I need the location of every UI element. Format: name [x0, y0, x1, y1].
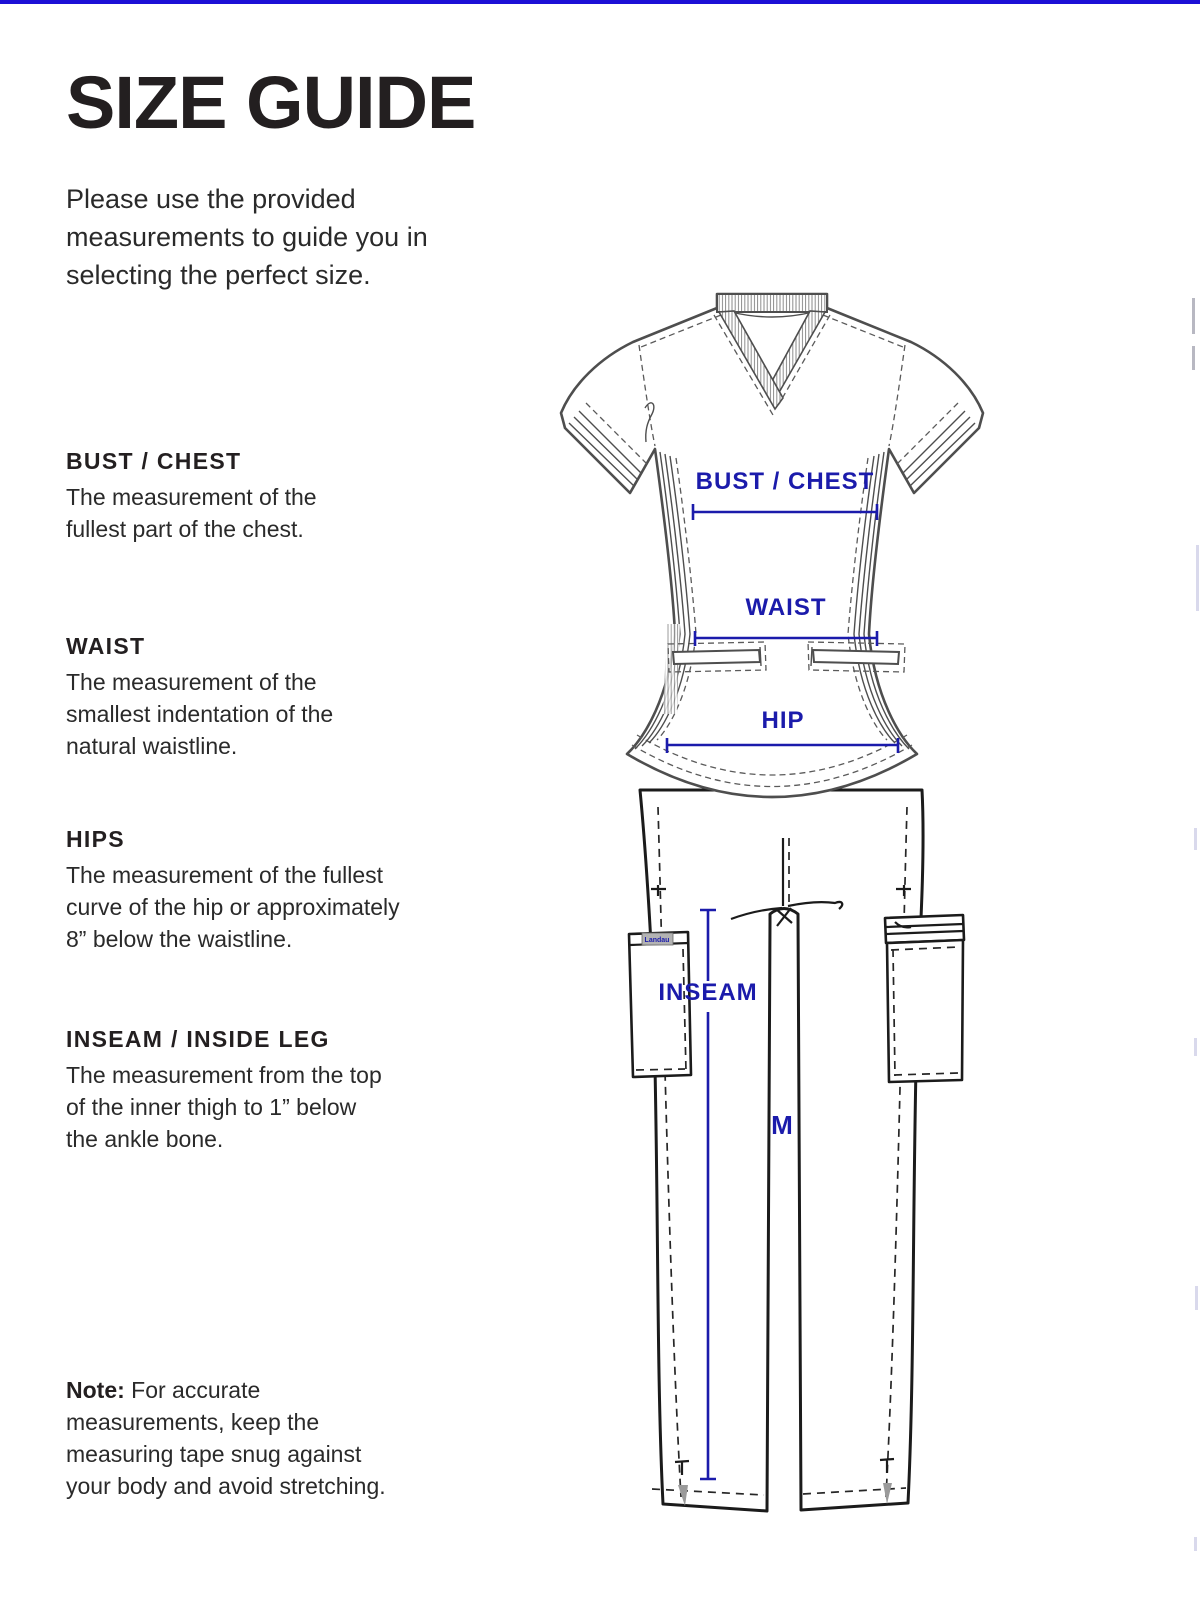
- section-heading: INSEAM / INSIDE LEG: [66, 1026, 330, 1052]
- collar-back-band: [717, 294, 827, 312]
- right-edge-artifact: [1195, 1286, 1198, 1310]
- section-body-line: curve of the hip or approximately: [66, 894, 400, 920]
- section-body-line: 8” below the waistline.: [66, 926, 293, 952]
- page-title: SIZE GUIDE: [66, 61, 476, 144]
- right-edge-artifact: [1192, 346, 1195, 370]
- hip-measure-label: HIP: [761, 707, 805, 734]
- top-accent-border: [0, 0, 1200, 4]
- right-edge-artifact: [1194, 828, 1197, 850]
- note-prefix: Note:: [66, 1377, 125, 1403]
- size-label: M: [771, 1110, 793, 1140]
- note-line: your body and avoid stretching.: [66, 1473, 386, 1499]
- garment-diagram: [545, 282, 1035, 1537]
- section-body-line: smallest indentation of the: [66, 701, 334, 727]
- waist-measure-label: WAIST: [745, 594, 827, 621]
- bust-measure-label: BUST / CHEST: [695, 468, 875, 495]
- section-heading: BUST / CHEST: [66, 448, 242, 474]
- intro-line: Please use the provided: [66, 184, 356, 214]
- section-heading: WAIST: [66, 633, 146, 659]
- inseam-measure-label: INSEAM: [658, 979, 758, 1006]
- right-cargo-pocket: [885, 915, 964, 1082]
- section-body-line: the ankle bone.: [66, 1126, 224, 1152]
- section-body-line: fullest part of the chest.: [66, 516, 304, 542]
- section-waist: [66, 632, 333, 762]
- section-body-line: natural waistline.: [66, 733, 238, 759]
- intro-text: [66, 180, 428, 294]
- section-body-line: The measurement from the top: [66, 1062, 382, 1088]
- intro-line: selecting the perfect size.: [66, 260, 371, 290]
- section-inseam: [66, 1025, 382, 1155]
- intro-line: measurements to guide you in: [66, 222, 428, 252]
- right-edge-artifact: [1194, 1537, 1197, 1551]
- note-line: measurements, keep the: [66, 1409, 320, 1435]
- note-line: measuring tape snug against: [66, 1441, 362, 1467]
- section-body-line: The measurement of the: [66, 484, 317, 510]
- pocket-brand-label: Landau: [644, 937, 670, 944]
- right-edge-artifact: [1196, 545, 1199, 611]
- right-edge-artifact: [1194, 1038, 1197, 1056]
- note-text: [66, 1374, 386, 1502]
- section-bust-chest: [66, 447, 317, 545]
- section-hips: [66, 825, 400, 955]
- scrub-pants-drawing: [629, 790, 964, 1511]
- section-body-line: The measurement of the fullest: [66, 862, 384, 888]
- note-line: Note: For accurate: [66, 1377, 261, 1403]
- section-body-line: of the inner thigh to 1” below: [66, 1094, 357, 1120]
- section-heading: HIPS: [66, 826, 125, 852]
- section-body-line: The measurement of the: [66, 669, 317, 695]
- right-edge-artifact: [1192, 298, 1195, 334]
